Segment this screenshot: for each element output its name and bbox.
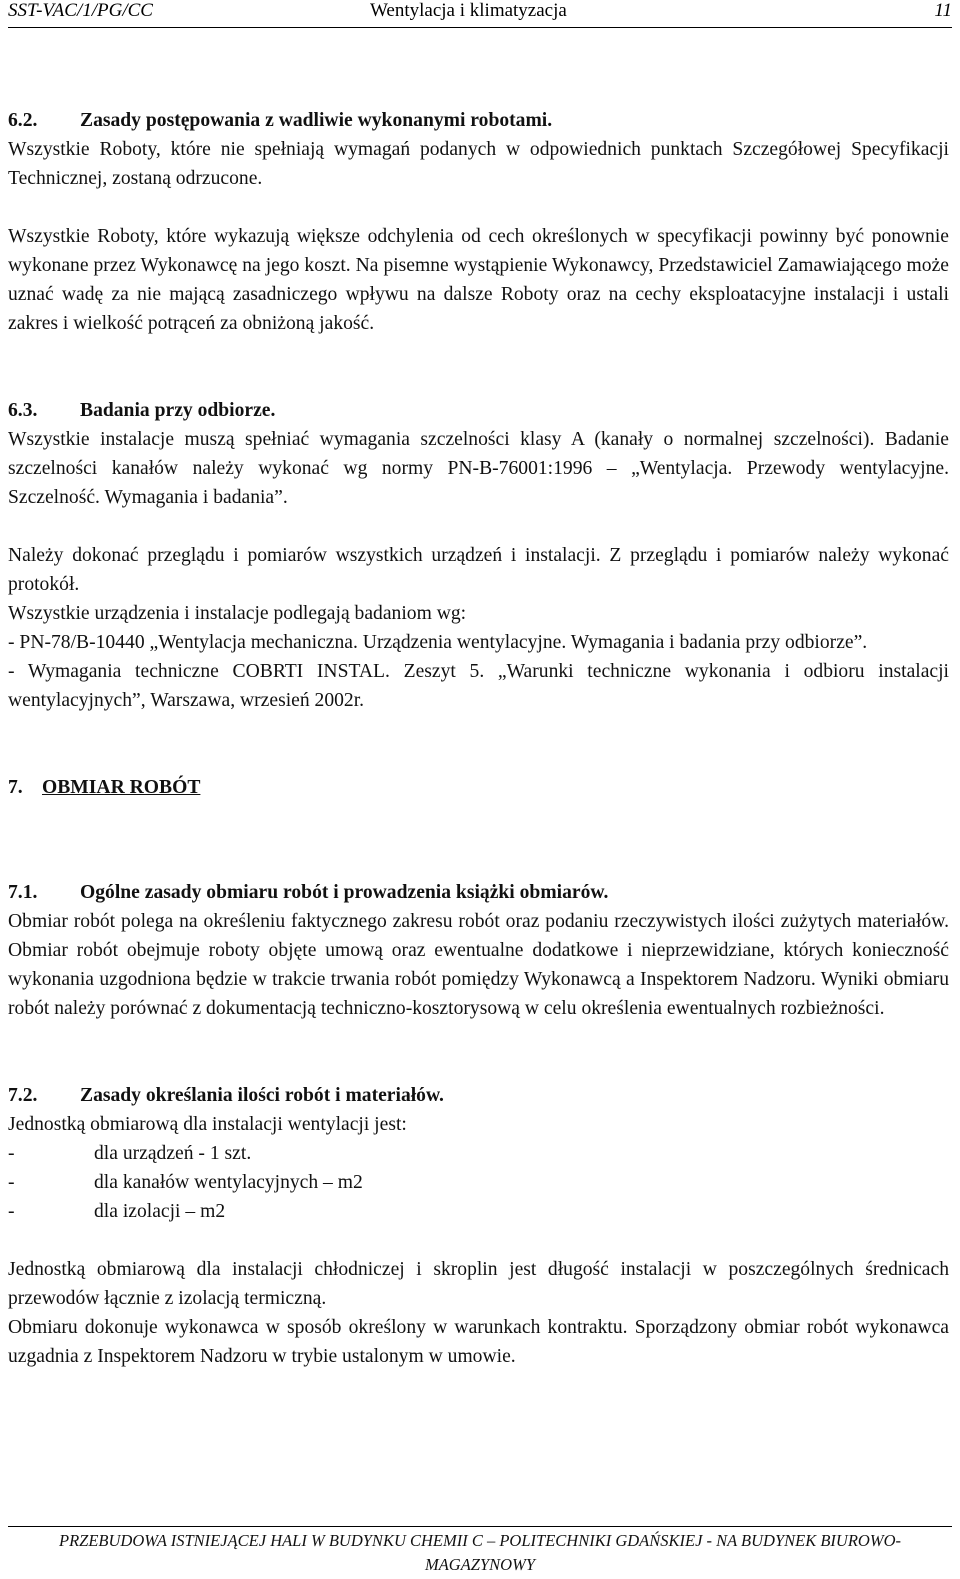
chapter-number: 7. [8, 777, 23, 798]
list-dash: - [8, 1172, 15, 1193]
list-item-text: dla izolacji – m2 [94, 1201, 226, 1222]
chapter-title: OBMIAR ROBÓT [42, 777, 201, 798]
list-item [8, 1197, 949, 1226]
paragraph: Jednostką obmiarową dla instalacji chłodniczej i skroplin jest długość instalacji w poszczególnych średnicach przewodów łącznie z izolacją termiczną. [8, 1259, 949, 1309]
paragraph: Wszystkie urządzenia i instalacje podlegają badaniom wg: [8, 603, 467, 624]
section-number: 7.2. [8, 1085, 38, 1106]
section-title: Zasady określania ilości robót i materiałów. [80, 1085, 444, 1106]
header-divider [8, 27, 952, 28]
section-heading-7-1 [8, 878, 949, 907]
document-body [8, 106, 949, 1371]
page-header [8, 0, 952, 26]
section-heading-7-2 [8, 1081, 949, 1110]
section-number: 6.2. [8, 110, 38, 131]
paragraph: Należy dokonać przeglądu i pomiarów wszystkich urządzeń i instalacji. Z przeglądu i pomiarów należy wykonać protokół. [8, 545, 949, 595]
page-footer: PRZEBUDOWA ISTNIEJĄCEJ HALI W BUDYNKU CHEMII C – POLITECHNIKI GDAŃSKIEJ - NA BUDYNEK BIUROWO-MAGAZYNOWY [59, 1531, 901, 1574]
section-number: 7.1. [8, 882, 38, 903]
list-item [8, 1168, 949, 1197]
paragraph: Obmiar robót polega na określeniu faktycznego zakresu robót oraz podaniu rzeczywistych ilości zużytych materiałów. Obmiar robót obejmuje roboty objęte umową oraz ewentualne dodatkowe i nieprzewidziane, których konieczność wykonania uzgodniona będzie w trakcie trwania robót pomiędzy Wykonawcą a Inspektorem Nadzoru. Wyniki obmiaru robót należy porównać z dokumentacją techniczno-kosztorysową w celu określenia ewentualnych rozbieżności. [8, 911, 949, 1019]
paragraph: Wszystkie instalacje muszą spełniać wymagania szczelności klasy A (kanały o normalnej szczelności). Badanie szczelności kanałów należy wykonać wg normy PN-B-76001:1996 – „Wentylacja. Przewody wentylacyjne. Szczelność. Wymagania i badania”. [8, 429, 949, 508]
paragraph: Jednostką obmiarową dla instalacji wentylacji jest: [8, 1114, 407, 1135]
section-number: 6.3. [8, 400, 38, 421]
paragraph: Obmiaru dokonuje wykonawca w sposób określony w warunkach kontraktu. Sporządzony obmiar robót wykonawca uzgadnia z Inspektorem Nadzoru w trybie ustalonym w umowie. [8, 1317, 949, 1367]
chapter-heading-7 [8, 773, 949, 802]
list-item-text: dla urządzeń - 1 szt. [94, 1143, 252, 1164]
paragraph: Wszystkie Roboty, które wykazują większe odchylenia od cech określonych w specyfikacji powinny być ponownie wykonane przez Wykonawcę na jego koszt. Na pisemne wystąpienie Wykonawcy, Przedstawiciel Zamawiającego może uznać wadę za nie mającą zasadniczego wpływu na dalsze Roboty oraz na cechy eksploatacyjne instalacji i ustali zakres i wielkość potrąceń za obniżoną jakość. [8, 226, 949, 334]
document-title: Wentylacja i klimatyzacja [370, 0, 567, 21]
page-number: 11 [934, 0, 952, 21]
list-dash: - [8, 1143, 15, 1164]
section-title: Badania przy odbiorze. [80, 400, 276, 421]
list-item [8, 1139, 949, 1168]
document-code: SST-VAC/1/PG/CC [8, 0, 153, 21]
paragraph: Wszystkie Roboty, które nie spełniają wymagań podanych w odpowiednich punktach Szczegółowej Specyfikacji Technicznej, zostaną odrzucone. [8, 139, 949, 189]
section-heading-6-2 [8, 106, 949, 135]
section-title: Zasady postępowania z wadliwie wykonanymi robotami. [80, 110, 553, 131]
footer-divider [8, 1526, 952, 1527]
list-dash: - [8, 1201, 15, 1222]
section-title: Ogólne zasady obmiaru robót i prowadzenia książki obmiarów. [80, 882, 609, 903]
list-item-text: dla kanałów wentylacyjnych – m2 [94, 1172, 363, 1193]
paragraph: - Wymagania techniczne COBRTI INSTAL. Zeszyt 5. „Warunki techniczne wykonania i odbioru instalacji wentylacyjnych”, Warszawa, wrzesień 2002r. [8, 661, 949, 711]
paragraph: - PN-78/B-10440 „Wentylacja mechaniczna. Urządzenia wentylacyjne. Wymagania i badania przy odbiorze”. [8, 632, 868, 653]
section-heading-6-3 [8, 396, 949, 425]
